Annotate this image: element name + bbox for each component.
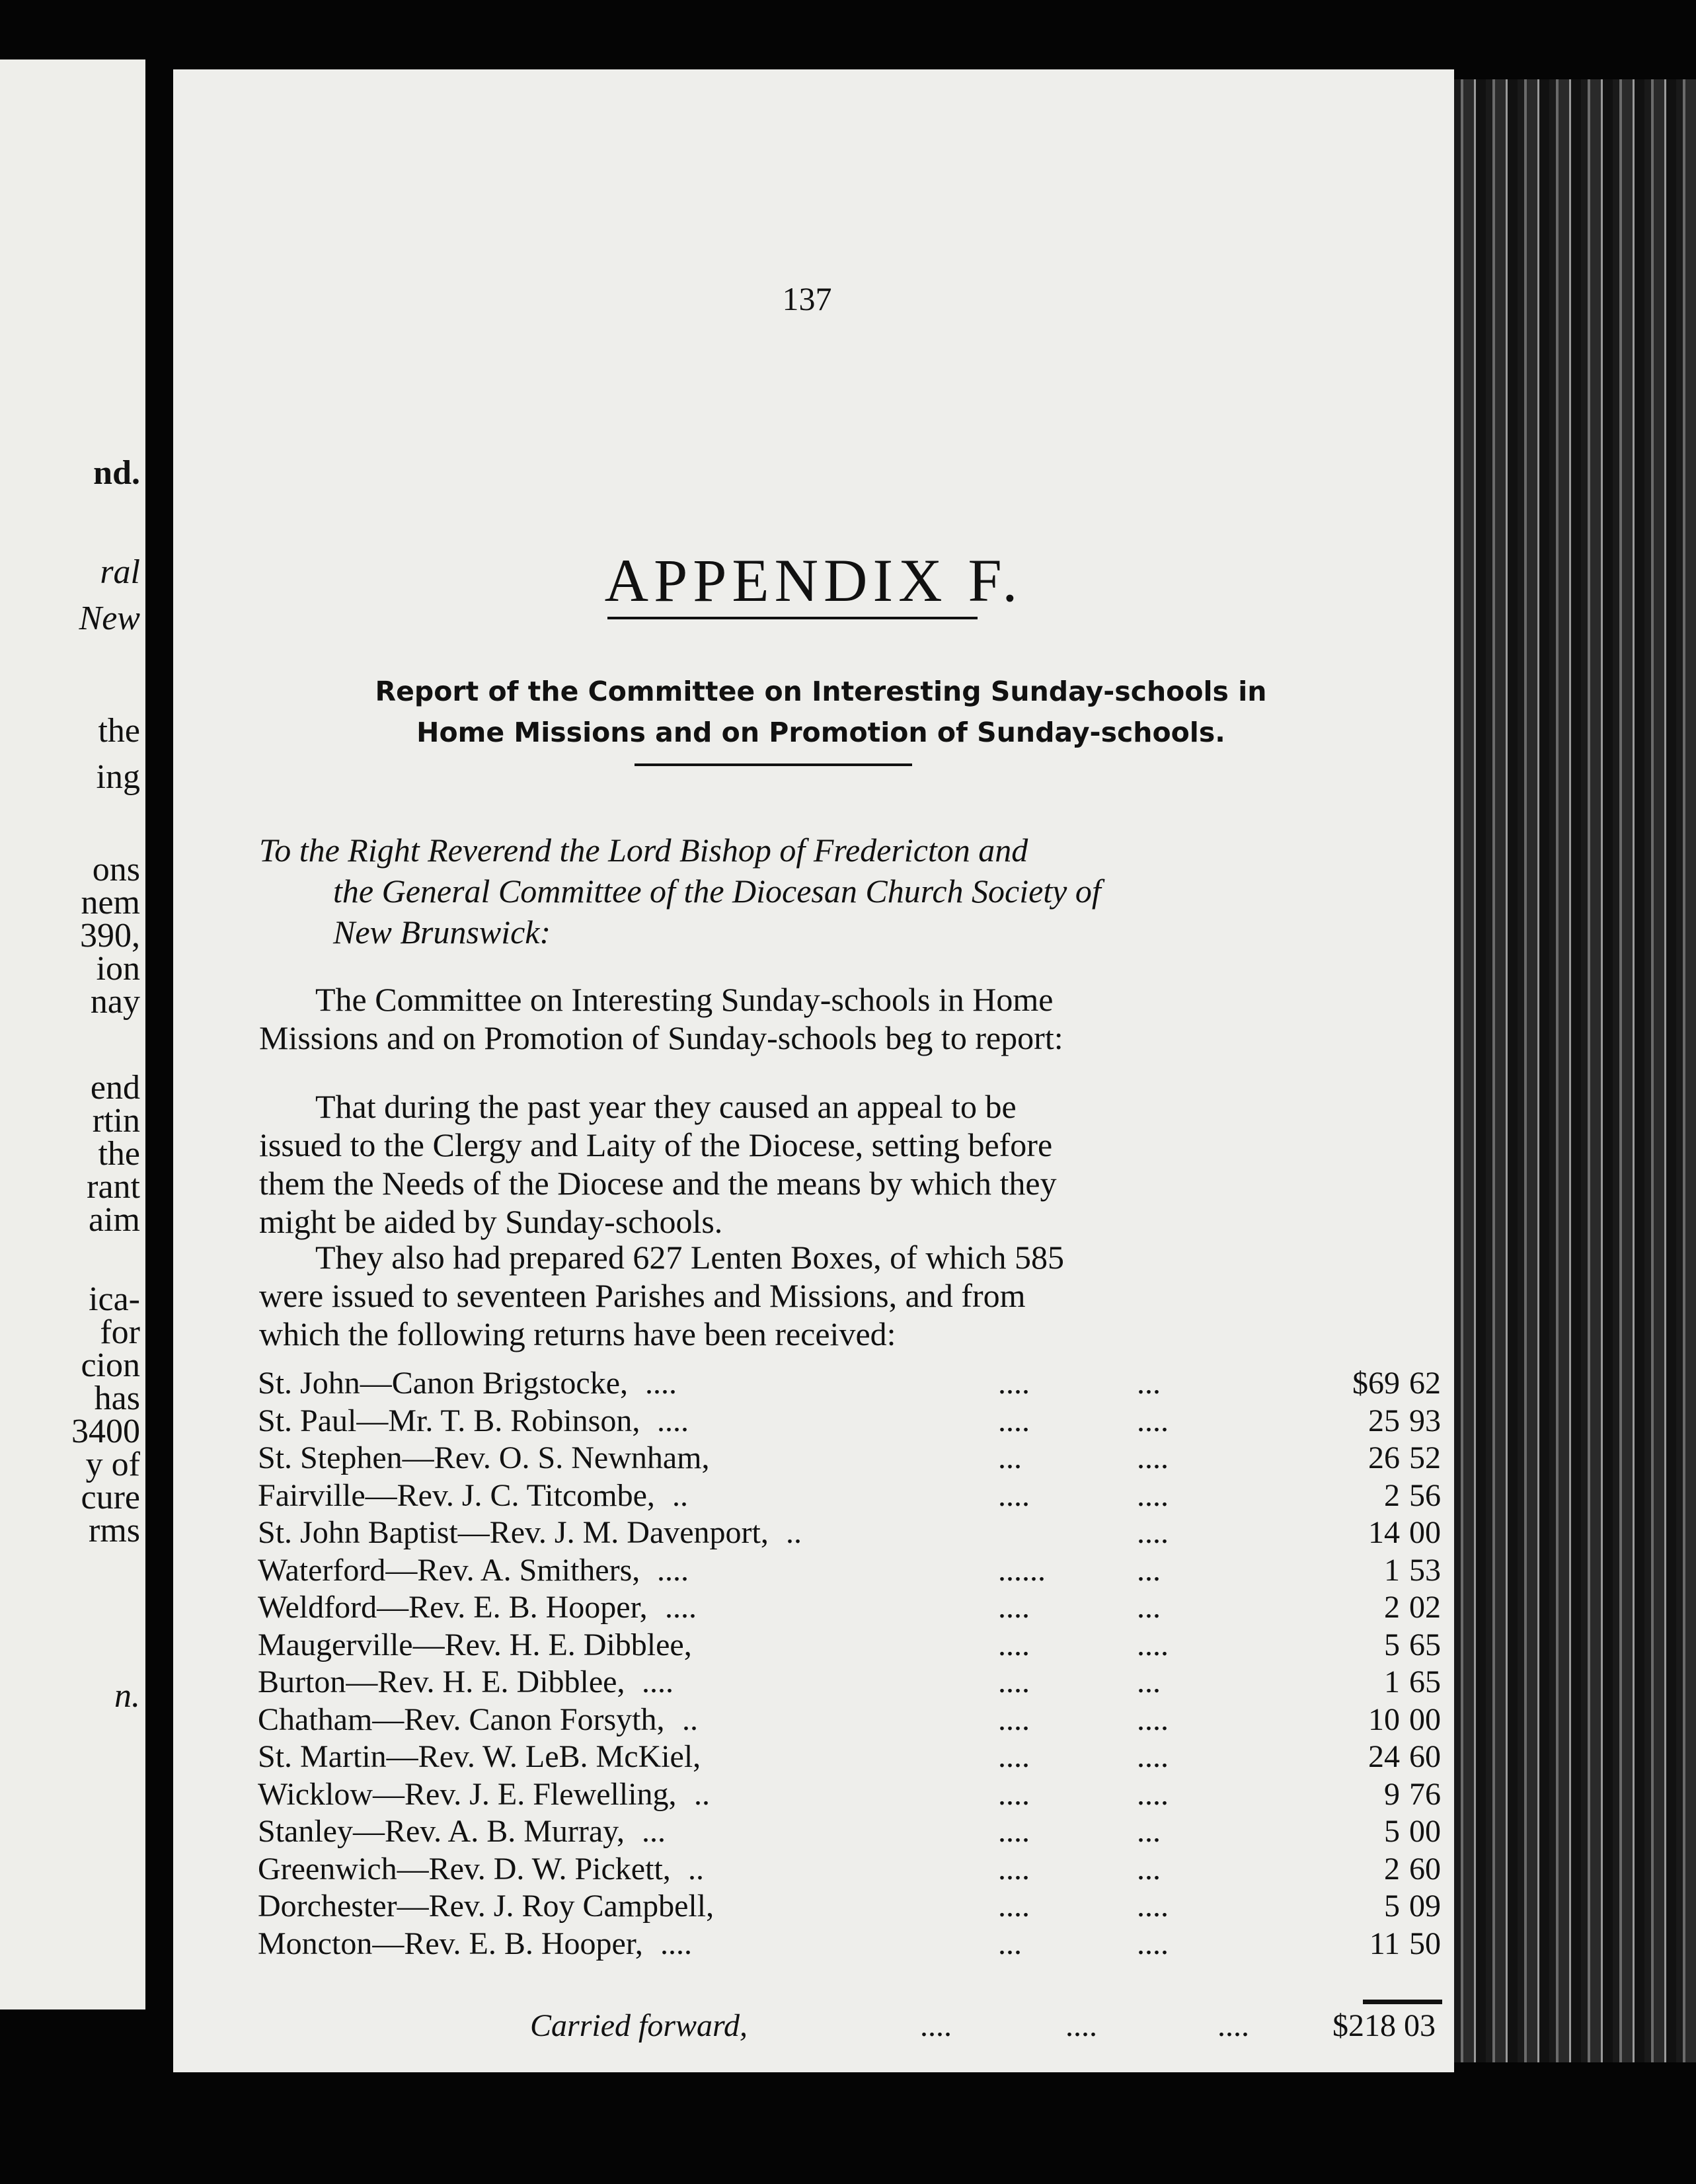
amount-dollars: 11 xyxy=(1369,1926,1400,1961)
leader-dots: .... xyxy=(657,1552,689,1588)
leader-dots: .... xyxy=(998,1477,1030,1513)
paragraph-line: them the Needs of the Diocese and the means by which they xyxy=(259,1165,1057,1202)
facing-page-text: rant xyxy=(87,1168,140,1206)
leader-dots: .... xyxy=(1137,1926,1169,1961)
salutation xyxy=(259,830,1436,953)
amount-dollars: 25 xyxy=(1368,1403,1400,1438)
amount xyxy=(1335,1888,1441,1925)
paragraph-appeal xyxy=(259,1087,1436,1241)
facing-page-text: rtin xyxy=(92,1102,140,1140)
parish-clergy: St. John—Canon Brigstocke, xyxy=(258,1366,628,1401)
facing-page-text: n. xyxy=(114,1677,140,1715)
paragraph-line: issued to the Clergy and Laity of the Diocese, setting before xyxy=(259,1126,1053,1163)
amount xyxy=(1335,1589,1441,1626)
appendix-heading: APPENDIX F. xyxy=(604,547,1023,614)
facing-page-text: has xyxy=(94,1380,140,1417)
amount-cents: 65 xyxy=(1409,1664,1441,1699)
amount-dollars: 9 xyxy=(1384,1776,1400,1812)
return-row xyxy=(251,1365,1441,1403)
paragraph-line: might be aided by Sunday-schools. xyxy=(259,1203,723,1240)
subtitle-line: Report of the Committee on Interesting Sunday-schools in xyxy=(375,676,1267,707)
leader-dots: .... xyxy=(998,1627,1030,1662)
amount-dollars: 1 xyxy=(1384,1664,1400,1699)
parish-clergy: St. Martin—Rev. W. LeB. McKiel, xyxy=(258,1739,701,1774)
leader-dots: .... xyxy=(998,1851,1030,1887)
leader-dots: .. xyxy=(682,1701,698,1737)
parish-clergy: St. Stephen—Rev. O. S. Newnham, xyxy=(258,1440,710,1475)
leader-dots: ...... xyxy=(998,1552,1046,1588)
parish-clergy: Moncton—Rev. E. B. Hooper, xyxy=(258,1926,643,1961)
page xyxy=(173,69,1454,2072)
facing-page-text: cion xyxy=(81,1346,140,1384)
salutation-line: the General Committee of the Diocesan Church Society of xyxy=(333,873,1101,910)
salutation-line: New Brunswick: xyxy=(333,914,551,951)
leader-dots: .. xyxy=(694,1776,710,1812)
leader-dots: .... xyxy=(665,1590,697,1625)
page-number: 137 xyxy=(782,280,832,317)
leader-dots: .... xyxy=(1137,1403,1169,1438)
parish-clergy: St. John Baptist—Rev. J. M. Davenport, xyxy=(258,1515,769,1550)
leader-dots: .. xyxy=(688,1851,704,1887)
facing-page-text: ion xyxy=(96,950,140,988)
paragraph-line: which the following returns have been received: xyxy=(259,1315,896,1352)
leader-dots: ... xyxy=(1137,1366,1161,1401)
leader-dots: .... xyxy=(1217,2008,1249,2043)
page-edges xyxy=(1454,79,1696,2062)
paragraph-line: They also had prepared 627 Lenten Boxes, of which 585 xyxy=(315,1239,1065,1276)
facing-page-text: nd. xyxy=(93,454,140,492)
facing-page-text: for xyxy=(100,1313,140,1351)
leader-dots: .... xyxy=(660,1926,692,1961)
amount-cents: 52 xyxy=(1409,1440,1441,1475)
return-row xyxy=(251,1477,1441,1515)
amount-cents: 60 xyxy=(1409,1851,1441,1887)
paragraph-lenten-boxes xyxy=(259,1238,1436,1353)
facing-page-fragment xyxy=(0,59,145,2009)
leader-dots: .... xyxy=(998,1590,1030,1625)
amount-dollars: 2 xyxy=(1384,1851,1400,1887)
return-row xyxy=(251,1926,1441,1963)
report-subtitle xyxy=(252,671,1389,753)
leader-dots: .... xyxy=(1137,1776,1169,1812)
parish-clergy: Greenwich—Rev. D. W. Pickett, xyxy=(258,1851,671,1887)
parish-clergy: Chatham—Rev. Canon Forsyth, xyxy=(258,1701,665,1737)
leader-dots: .... xyxy=(1137,1515,1169,1550)
facing-page-text: ing xyxy=(96,758,140,796)
paragraph-line: That during the past year they caused an appeal to be xyxy=(315,1088,1017,1125)
amount xyxy=(1335,1738,1441,1775)
leader-dots: .... xyxy=(1137,1889,1169,1924)
amount xyxy=(1335,1627,1441,1664)
return-row xyxy=(251,1738,1441,1776)
amount-dollars: 2 xyxy=(1384,1477,1400,1513)
amount-dollars: $69 xyxy=(1352,1366,1400,1401)
return-row xyxy=(251,1664,1441,1701)
carried-forward-amount: $218 03 xyxy=(1332,2008,1436,2043)
facing-page-text: New xyxy=(79,600,140,637)
leader-dots: .... xyxy=(645,1366,677,1401)
amount-dollars: 26 xyxy=(1368,1440,1400,1475)
leader-dots: .... xyxy=(1137,1477,1169,1513)
leader-dots: ... xyxy=(1137,1664,1161,1699)
amount xyxy=(1335,1477,1441,1514)
amount-cents: 62 xyxy=(1409,1366,1441,1401)
amount-dollars: 1 xyxy=(1384,1552,1400,1588)
facing-page-text: 3400 xyxy=(71,1413,140,1450)
subtitle-rule xyxy=(635,763,912,766)
amount-dollars: 5 xyxy=(1384,1627,1400,1662)
leader-dots: .... xyxy=(998,1664,1030,1699)
amount xyxy=(1335,1403,1441,1440)
leader-dots: .. xyxy=(786,1515,802,1550)
return-row xyxy=(251,1851,1441,1889)
facing-page-text: aim xyxy=(89,1201,140,1239)
amount-cents: 56 xyxy=(1409,1477,1441,1513)
leader-dots: ... xyxy=(998,1440,1022,1475)
return-row xyxy=(251,1552,1441,1590)
amount-dollars: 5 xyxy=(1384,1889,1400,1924)
amount-cents: 50 xyxy=(1409,1926,1441,1961)
return-row xyxy=(251,1888,1441,1926)
parish-clergy: Wicklow—Rev. J. E. Flewelling, xyxy=(258,1776,677,1812)
leader-dots: .... xyxy=(1137,1627,1169,1662)
amount xyxy=(1335,1813,1441,1850)
leader-dots: ... xyxy=(642,1814,666,1849)
return-row xyxy=(251,1776,1441,1814)
leader-dots: .... xyxy=(1137,1440,1169,1475)
leader-dots: ... xyxy=(1137,1814,1161,1849)
return-row xyxy=(251,1701,1441,1739)
leader-dots: .. xyxy=(672,1477,688,1513)
paragraph-line: were issued to seventeen Parishes and Missions, and from xyxy=(259,1277,1026,1314)
amount-cents: 93 xyxy=(1409,1403,1441,1438)
paragraph-line: Missions and on Promotion of Sunday-schools beg to report: xyxy=(259,1019,1063,1056)
book-gutter xyxy=(145,59,173,2009)
leader-dots: .... xyxy=(998,1701,1030,1737)
leader-dots: ... xyxy=(1137,1552,1161,1588)
amount xyxy=(1335,1514,1441,1551)
facing-page-text: y of xyxy=(85,1446,140,1483)
returns-table xyxy=(251,1365,1441,1963)
facing-page-text: the xyxy=(98,1135,140,1173)
facing-page-text: end xyxy=(90,1069,140,1107)
return-row xyxy=(251,1440,1441,1477)
total-rule xyxy=(1363,2000,1442,2004)
facing-page-text: rms xyxy=(89,1512,140,1549)
amount-dollars: 5 xyxy=(1384,1814,1400,1849)
parish-clergy: Dorchester—Rev. J. Roy Campbell, xyxy=(258,1889,714,1924)
carried-forward-row xyxy=(259,2006,1436,2046)
parish-clergy: Fairville—Rev. J. C. Titcombe, xyxy=(258,1477,655,1513)
leader-dots: .... xyxy=(998,1814,1030,1849)
leader-dots: .... xyxy=(998,1889,1030,1924)
amount xyxy=(1335,1851,1441,1888)
leader-dots: .... xyxy=(998,1739,1030,1774)
leader-dots: .... xyxy=(642,1664,674,1699)
amount-cents: 02 xyxy=(1409,1590,1441,1625)
leader-dots: .... xyxy=(1137,1739,1169,1774)
subtitle-line: Home Missions and on Promotion of Sunday-schools. xyxy=(416,717,1225,748)
parish-clergy: Burton—Rev. H. E. Dibblee, xyxy=(258,1664,625,1699)
facing-page-text: the xyxy=(98,712,140,750)
carried-forward-label: Carried forward, xyxy=(530,2008,748,2043)
return-row xyxy=(251,1813,1441,1851)
facing-page-text: ral xyxy=(100,553,140,591)
amount-cents: 09 xyxy=(1409,1889,1441,1924)
facing-page-text: ica- xyxy=(89,1280,140,1318)
return-row xyxy=(251,1627,1441,1664)
amount xyxy=(1335,1440,1441,1477)
facing-page-text: nay xyxy=(90,983,140,1021)
amount-dollars: 2 xyxy=(1384,1590,1400,1625)
facing-page-text: ons xyxy=(92,851,140,888)
amount xyxy=(1335,1926,1441,1963)
return-row xyxy=(251,1403,1441,1440)
parish-clergy: Weldford—Rev. E. B. Hooper, xyxy=(258,1590,648,1625)
leader-dots: .... xyxy=(1065,2008,1097,2043)
amount-dollars: 14 xyxy=(1368,1515,1400,1550)
leader-dots: .... xyxy=(998,1366,1030,1401)
paragraph-intro xyxy=(259,980,1436,1057)
return-row xyxy=(251,1589,1441,1627)
amount-dollars: 24 xyxy=(1368,1739,1400,1774)
leader-dots: .... xyxy=(920,2008,952,2043)
leader-dots: ... xyxy=(1137,1851,1161,1887)
amount xyxy=(1335,1552,1441,1589)
amount-cents: 00 xyxy=(1409,1814,1441,1849)
leader-dots: ... xyxy=(1137,1590,1161,1625)
leader-dots: .... xyxy=(998,1776,1030,1812)
leader-dots: .... xyxy=(1137,1701,1169,1737)
salutation-line: To the Right Reverend the Lord Bishop of Fredericton and xyxy=(259,832,1028,869)
parish-clergy: Maugerville—Rev. H. E. Dibblee, xyxy=(258,1627,692,1662)
amount-cents: 00 xyxy=(1409,1701,1441,1737)
amount-cents: 60 xyxy=(1409,1739,1441,1774)
amount xyxy=(1335,1701,1441,1738)
facing-page-text: 390, xyxy=(80,917,140,955)
amount-cents: 00 xyxy=(1409,1515,1441,1550)
parish-clergy: Stanley—Rev. A. B. Murray, xyxy=(258,1814,625,1849)
leader-dots: .... xyxy=(998,1403,1030,1438)
amount-cents: 53 xyxy=(1409,1552,1441,1588)
parish-clergy: St. Paul—Mr. T. B. Robinson, xyxy=(258,1403,640,1438)
amount xyxy=(1335,1365,1441,1402)
facing-page-text: cure xyxy=(81,1479,140,1516)
facing-page-text: nem xyxy=(81,884,140,921)
amount xyxy=(1335,1776,1441,1813)
amount-dollars: 10 xyxy=(1368,1701,1400,1737)
paragraph-line: The Committee on Interesting Sunday-schools in Home xyxy=(315,981,1054,1018)
parish-clergy: Waterford—Rev. A. Smithers, xyxy=(258,1552,640,1588)
amount-cents: 76 xyxy=(1409,1776,1441,1812)
leader-dots: .... xyxy=(657,1403,689,1438)
return-row xyxy=(251,1514,1441,1552)
amount-cents: 65 xyxy=(1409,1627,1441,1662)
leader-dots: ... xyxy=(998,1926,1022,1961)
amount xyxy=(1335,1664,1441,1701)
heading-rule xyxy=(607,617,978,619)
